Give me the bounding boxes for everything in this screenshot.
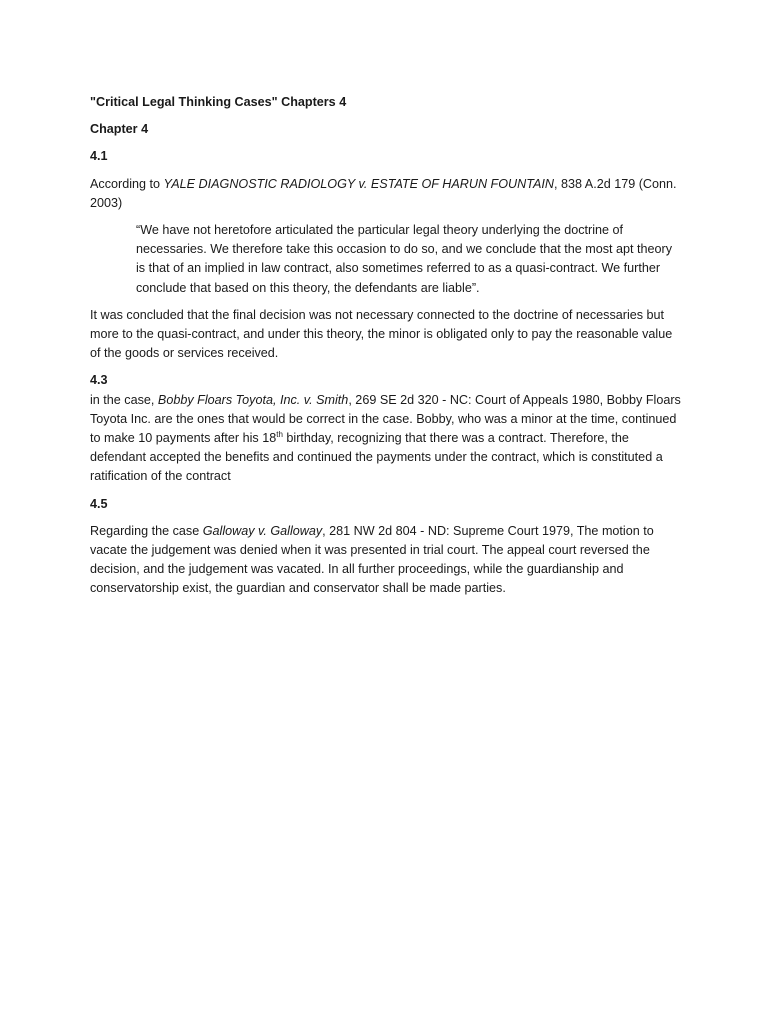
text-before-sup: , 269 SE 2d 320 - NC: Court of Appeals 1980, Bobby Floars Toyota Inc. are the ones that would be correct in the case. Bobby, who was a minor at the time, continued to make 10 payments after his 18 xyxy=(90,392,681,446)
section-heading-4-1: 4.1 xyxy=(90,149,108,164)
case-name-yale: YALE DIAGNOSTIC RADIOLOGY v. ESTATE OF HARUN FOUNTAIN xyxy=(163,176,554,191)
section-heading-4-5: 4.5 xyxy=(90,496,108,511)
ordinal-superscript: th xyxy=(276,429,283,439)
section-heading-4-3: 4.3 xyxy=(90,373,108,388)
chapter-heading: Chapter 4 xyxy=(90,122,149,137)
text-after-sup: birthday, recognizing that there was a contract. Therefore, the defendant accepted the benefits and continued the payments under the contract, which is constituted a ratification of the contract xyxy=(90,431,663,484)
document-title: "Critical Legal Thinking Cases" Chapters 4 xyxy=(90,95,347,109)
prefix-4-5: Regarding the case xyxy=(90,523,203,538)
section-4-3-body xyxy=(90,391,682,487)
text-4-5: , 281 NW 2d 804 - ND: Supreme Court 1979, The motion to vacate the judgement was denied when it was presented in trial court. The appeal court reversed the decision, and the judgement was vacated. In all further proceedings, while the guardianship and conservatorship exist, the guardian and conservator shall be made parties. xyxy=(90,523,654,596)
case-name-galloway: Galloway v. Galloway xyxy=(202,523,323,538)
document-body xyxy=(90,93,682,607)
section-4-1-intro xyxy=(90,175,682,213)
intro-prefix: According to xyxy=(90,176,164,191)
section-4-1-conclusion: It was concluded that the final decision was not necessary connected to the doctrine of necessaries but more to the quasi-contract, and under this theory, the minor is obligated only to pay the reasonable value of the goods or services received. xyxy=(90,307,673,361)
prefix-4-3: in the case, xyxy=(90,392,158,407)
block-quote: “We have not heretofore articulated the particular legal theory underlying the doctrine of necessaries. We therefore take this occasion to do so, and we conclude that the most apt theory is that of an implied in law contract, also sometimes referred to as a quasi-contract. We further conclude that based on this theory, the defendants are liable”. xyxy=(136,223,673,295)
case-name-bobby: Bobby Floars Toyota, Inc. v. Smith xyxy=(157,392,349,407)
citation-yale: , 838 A.2d 179 (Conn. 2003) xyxy=(90,176,677,210)
section-4-5-body xyxy=(90,522,682,599)
